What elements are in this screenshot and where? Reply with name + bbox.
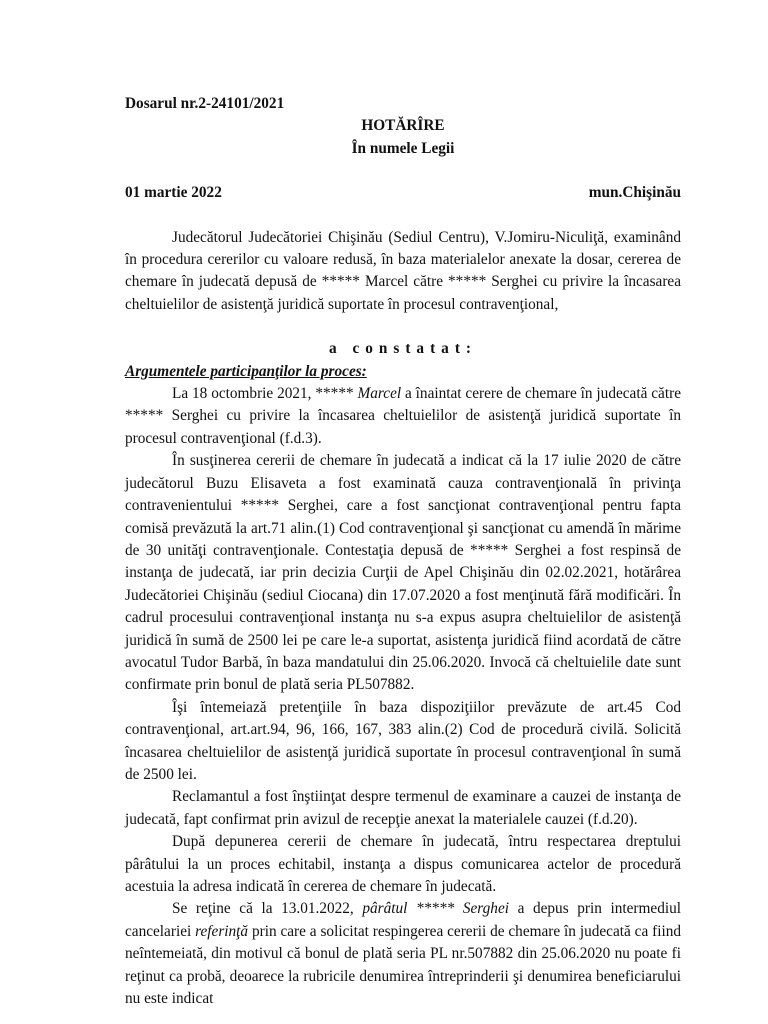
section-heading [125,361,681,383]
p6-text-e: prin care a solicitat respingerea cererii de chemare în judecată ca fiind neîntemeiată, din motivul că bonul de plată seria PL nr.507882 din 25.06.2020 nu poate fi reţinut ca probă, deoarece la rubricile denumirea întreprinderii şi denumirea beneficiarului nu este indicat [125,922,681,1008]
p6-referinta: referinţă [195,922,249,940]
paragraph-2: În susţinerea cererii de chemare în judecată a indicat că la 17 iulie 2020 de către judecătorul Buzu Elisaveta a fost examinată cauza contravenţională în privinţa contravenientului ***** Serghei, care a fost sancţionat contravenţional pentru fapta comisă prevăzută la art.71 alin.(1) Cod contravenţional şi sancţionat cu amendă în mărime de 30 unităţi contravenţionale. Contestaţia depusă de ***** Serghei a fost respinsă de instanţa de judecată, iar prin decizia Curţii de Apel Chişinău din 02.02.2021, hotărârea Judecătoriei Chişinău (sediul Ciocana) din 17.07.2020 a fost menţinută fără modificări. În cadrul procesului contravenţional instanţa nu s-a expus asupra cheltuielilor de asistenţă juridică în sumă de 2500 lei pe care le-a suportat, asistenţa juridică fiind acordată de către avocatul Tudor Barbă, în baza mandatului din 25.06.2020. Invocă că cheltuielile date sunt confirmate prin bonul de plată seria PL507882. [125,452,681,694]
p1-plaintiff-name: Marcel [357,385,402,403]
document-subtitle: În numele Legii [351,139,455,157]
paragraph-6 [125,898,681,1010]
p6-defendant: pârâtul ***** Serghei [362,900,509,918]
constatat-heading: a constatat: [328,340,478,358]
paragraph-3: Îşi întemeiază pretenţiile în baza dispoziţiilor prevăzute de art.45 Cod contravenţional, art.art.94, 96, 166, 167, 383 alin.(2) Cod de procedură civilă. Solicită încasarea cheltuielilor de asistenţă juridică suportate în procesul contravenţional în sumă de 2500 lei. [125,698,681,783]
p1-text-a: La 18 octombrie 2021, ***** [172,385,358,403]
date-place-row [125,182,681,204]
paragraph-1 [125,383,681,450]
document-title: HOTĂRÎRE [361,117,445,135]
paragraph-5: După depunerea cererii de chemare în judecată, întru respectarea dreptului pârâtului la un proces echitabil, instanţa a dispus comunicarea actelor de procedură acestuia la adresa indicată în cererea de chemare în judecată. [125,833,681,895]
section-title: Argumentele participanţilor la proces: [125,362,367,380]
p1-text-c: a înaintat cerere de chemare în judecată către ***** Serghei cu privire la încasarea cheltuielilor de asistenţă juridică suportate în procesul contravenţional (f.d.3). [125,385,681,447]
paragraph-4: Reclamantul a fost înştiinţat despre termenul de examinare a cauzei de instanţa de judecată, fapt confirmat prin avizul de recepţie anexat la materialele cauzei (f.d.20). [125,788,681,828]
p6-text-a: Se reţine că la 13.01.2022, [172,900,363,918]
intro-paragraph: Judecătorul Judecătoriei Chişinău (Sediul Centru), V.Jomiru-Niculiţă, examinând în procedura cererilor cu valoare redusă, în baza materialelor anexate la dosar, cererea de chemare în judecată depusă de ***** Marcel către ***** Serghei cu privire la încasarea cheltuielilor de asistenţă juridică suportate în procesul contravenţional, [125,228,681,313]
decision-place: mun.Chişinău [588,184,681,202]
file-number: Dosarul nr.2-24101/2021 [125,95,285,112]
decision-date: 01 martie 2022 [125,184,222,202]
document-body [125,93,681,1010]
p6-text-c: a depus prin intermediul cancelariei [125,900,681,940]
